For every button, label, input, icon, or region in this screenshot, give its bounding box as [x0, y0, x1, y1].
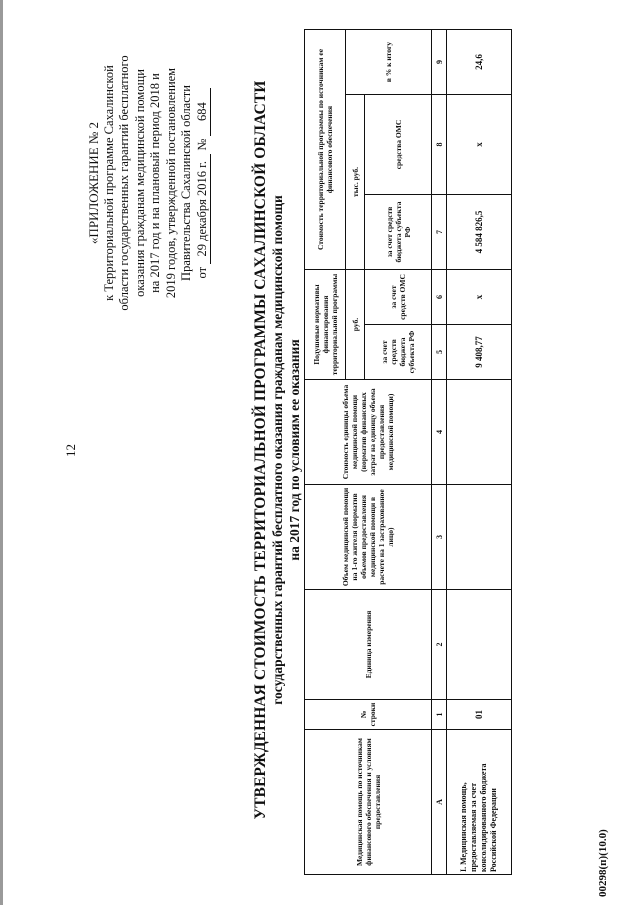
resolution-date: 29 декабря 2016 г.: [195, 154, 212, 264]
col-number: 4: [432, 380, 447, 485]
row-unit-cost: [447, 380, 512, 485]
resolution-number: 684: [195, 88, 212, 136]
col-number: 2: [432, 590, 447, 700]
row-oms-per-capita: х: [447, 270, 512, 325]
col-number: А: [432, 730, 447, 875]
col-number: 6: [432, 270, 447, 325]
heading-line-2: государственных гарантий бесплатного оказания гражданам медицинской помощи: [270, 195, 285, 705]
page-number: 12: [63, 444, 78, 457]
row-unit: [447, 590, 512, 700]
appendix-line: области государственных гарантий бесплатного: [117, 55, 131, 311]
col-number: 8: [432, 95, 447, 195]
header-oms-total: средства ОМС: [365, 95, 432, 195]
col-number: 3: [432, 485, 447, 590]
appendix-block: [86, 53, 211, 313]
appendix-line: оказания гражданам медицинской помощи: [132, 69, 147, 297]
table-row: [447, 30, 512, 875]
col-number: 1: [432, 700, 447, 730]
header-care-type: Медицинская помощь по источникам финансового обеспечения и условиям предоставления: [305, 730, 432, 875]
col-number: 7: [432, 195, 447, 270]
number-label: №: [194, 138, 209, 151]
row-label: I. Медицинская помощь, предоставляемая за счет консолидированного бюджета Российской Федерации: [447, 730, 512, 875]
row-budget-total: 4 584 826,5: [447, 195, 512, 270]
header-volume: Объем медицинской помощи на 1-го жителя (норматив объемов предоставления медицинской помощи в расчете на 1 застрахованное лицо): [305, 485, 432, 590]
col-number: 9: [432, 30, 447, 95]
row-volume: [447, 485, 512, 590]
appendix-line: 2019 годов, утвержденной постановлением: [163, 67, 178, 299]
footer-code: 00298(п)(10.0): [597, 829, 609, 897]
col-number: 5: [432, 325, 447, 380]
header-budget-per-capita: за счет средств бюджета субъекта РФ: [365, 325, 432, 380]
from-label: от: [194, 266, 209, 279]
heading-line-3: на 2017 год по условиям ее оказания: [287, 339, 302, 561]
header-percent: в % к итогу: [346, 30, 432, 95]
cost-table: [304, 29, 512, 875]
heading-line-1: УТВЕРЖДЕННАЯ СТОИМОСТЬ ТЕРРИТОРИАЛЬНОЙ ПРОГРАММЫ САХАЛИНСКОЙ ОБЛАСТИ: [252, 80, 269, 820]
header-program-cost-group: Стоимость территориальной программы по источникам ее финансового обеспечения: [305, 30, 346, 270]
header-per-capita-unit: руб.: [346, 270, 365, 380]
row-line-number: 01: [447, 700, 512, 730]
appendix-line: Правительства Сахалинской области: [179, 85, 193, 281]
header-line-number: № строки: [305, 700, 432, 730]
appendix-date-line: [195, 53, 212, 313]
header-oms-per-capita: за счет средств ОМС: [365, 270, 432, 325]
header-unit-cost: Стоимость единицы объема медицинской помощи (норматив финансовых затрат на единицу объема предоставления медицинской помощи): [305, 380, 432, 485]
header-per-capita-group: Подушевые нормативы финансирования территориальной программы: [305, 270, 346, 380]
appendix-line: на 2017 год и на плановый период 2018 и: [148, 73, 162, 293]
appendix-title: «ПРИЛОЖЕНИЕ № 2: [86, 121, 101, 245]
row-percent: 24,6: [447, 30, 512, 95]
row-oms-total: х: [447, 95, 512, 195]
document-heading: [252, 55, 303, 845]
appendix-line: к Территориальной программе Сахалинской: [101, 65, 116, 301]
row-budget-per-capita: 9 408,77: [447, 325, 512, 380]
header-budget-total: за счет средств бюджета субъекта РФ: [365, 195, 432, 270]
header-unit: Единица измерения: [305, 590, 432, 700]
header-program-cost-unit: тыс. руб.: [346, 95, 365, 270]
